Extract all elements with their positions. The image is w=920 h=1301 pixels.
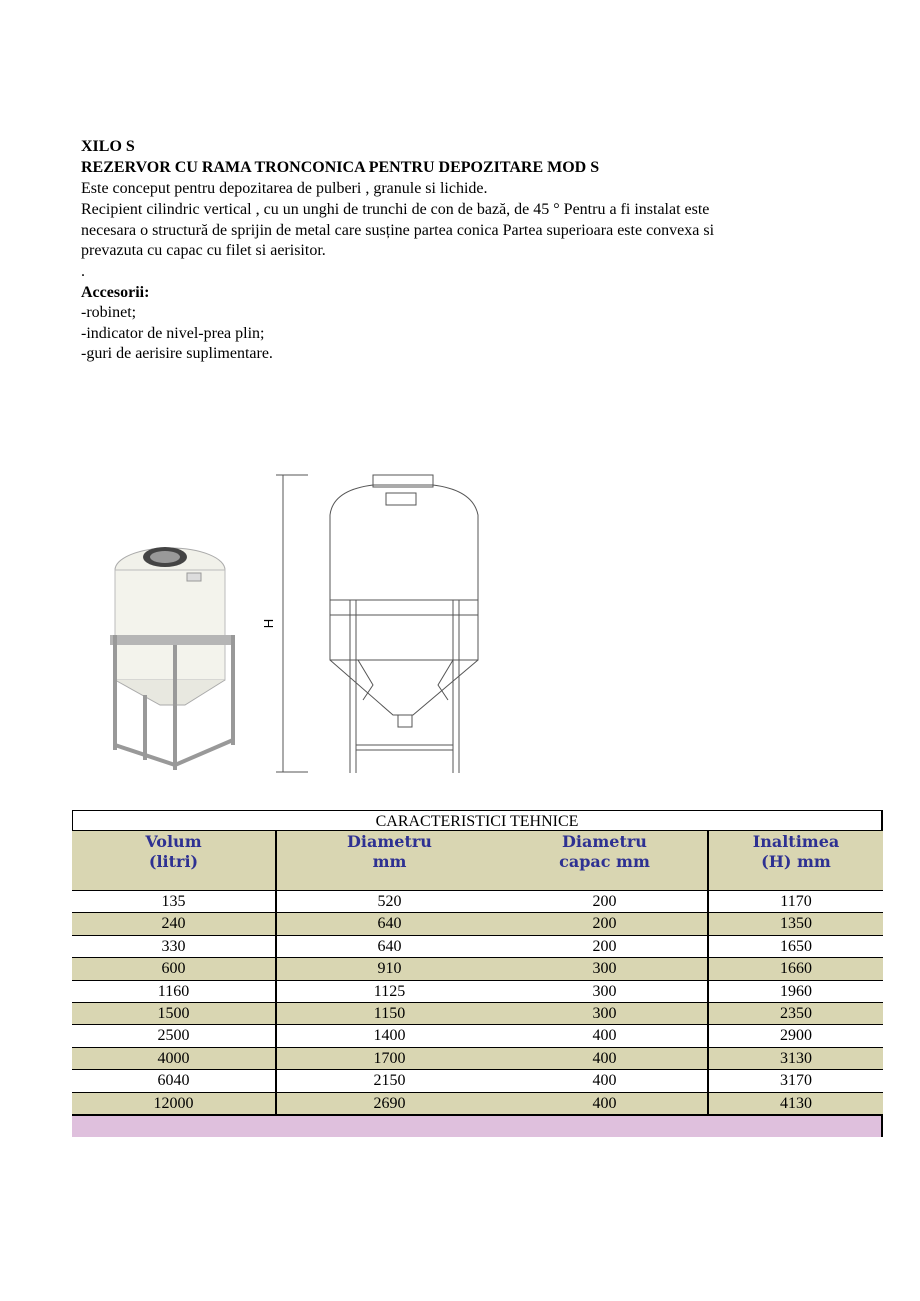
- table-cell: 200: [502, 936, 709, 957]
- table-cell: 240: [72, 913, 277, 934]
- table-cell: 2500: [72, 1025, 277, 1046]
- table-cell: 200: [502, 891, 709, 912]
- table-row: [72, 1093, 883, 1115]
- table-cell: 4000: [72, 1048, 277, 1069]
- table-cell: 600: [72, 958, 277, 979]
- table-row: [72, 936, 883, 958]
- table-cell: 640: [377, 937, 402, 955]
- table-cell: 1500: [72, 1003, 277, 1024]
- tank-photo: [105, 535, 245, 775]
- accessory-item: -indicator de nivel-prea plin;: [81, 325, 265, 342]
- description-line: Este conceput pentru depozitarea de pulberi , granule si lichide.: [81, 180, 488, 197]
- description-line: Recipient cilindric vertical , cu un unghi de trunchi de con de bază, de 45 ° Pentru a fi instalat este: [81, 201, 710, 218]
- tank-technical-drawing: [268, 465, 508, 780]
- table-cell: 640: [377, 915, 402, 933]
- table-cell: 1700: [373, 1049, 406, 1067]
- table-cell: 4130: [780, 1094, 812, 1112]
- table-row: [72, 1003, 883, 1025]
- table-cell: 200: [502, 913, 709, 934]
- table-row: [72, 981, 883, 1003]
- table-cell: 2690: [373, 1094, 406, 1112]
- table-cell: 2350: [780, 1004, 812, 1022]
- dimension-label: H: [261, 618, 277, 629]
- table-footer: [72, 1115, 883, 1137]
- table-cell: 400: [502, 1093, 709, 1114]
- table-cell: 400: [502, 1025, 709, 1046]
- table-cell: 1650: [780, 937, 812, 955]
- table-cell: 3130: [780, 1049, 812, 1067]
- table-cell: 910: [377, 960, 402, 978]
- accessories-title: Accesorii:: [81, 284, 150, 301]
- table-cell: 400: [502, 1070, 709, 1091]
- accessory-item: -guri de aerisire suplimentare.: [81, 345, 273, 362]
- table-cell: 1350: [780, 915, 812, 933]
- table-row: [72, 913, 883, 935]
- table-cell: 12000: [72, 1093, 277, 1114]
- header-diameter: Diametru mm: [347, 832, 432, 871]
- header-height: Inaltimea (H) mm: [752, 832, 840, 871]
- table-cell: 1160: [72, 981, 277, 1002]
- table-cell: 2150: [373, 1072, 406, 1090]
- table-cell: 6040: [72, 1070, 277, 1091]
- description-line: .: [81, 263, 85, 280]
- table-cell: 3170: [780, 1072, 812, 1090]
- table-cell: 400: [502, 1048, 709, 1069]
- table-cell: 300: [502, 1003, 709, 1024]
- product-title: REZERVOR CU RAMA TRONCONICA PENTRU DEPOZITARE MOD S: [81, 159, 600, 176]
- table-cell: 300: [502, 981, 709, 1002]
- table-cell: 135: [72, 891, 277, 912]
- header-lid-diameter: Diametru capac mm: [502, 831, 709, 890]
- table-cell: 330: [72, 936, 277, 957]
- header-volume: Volum (litri): [72, 831, 277, 890]
- table-row: [72, 958, 883, 980]
- table-row: [72, 1048, 883, 1070]
- table-cell: 520: [377, 893, 402, 910]
- table-title: CARACTERISTICI TEHNICE: [72, 810, 883, 831]
- table-cell: 1125: [373, 982, 406, 1000]
- product-code: XILO S: [81, 138, 135, 155]
- table-row: [72, 1025, 883, 1047]
- table-row: [72, 891, 883, 913]
- table-header: [72, 831, 883, 891]
- table-cell: 1150: [373, 1004, 406, 1022]
- table-row: [72, 1070, 883, 1092]
- description-line: prevazuta cu capac cu filet si aerisitor.: [81, 242, 326, 259]
- description-line: necesara o structură de sprijin de metal care susține partea conica Partea superioara este convexa si: [81, 222, 715, 239]
- table-cell: 1400: [373, 1027, 406, 1045]
- table-cell: 1660: [780, 960, 812, 978]
- table-cell: 1960: [780, 982, 812, 1000]
- specs-table: [72, 810, 883, 1137]
- table-cell: 300: [502, 958, 709, 979]
- accessory-item: -robinet;: [81, 304, 137, 321]
- table-cell: 2900: [780, 1027, 812, 1045]
- table-cell: 1170: [780, 893, 812, 910]
